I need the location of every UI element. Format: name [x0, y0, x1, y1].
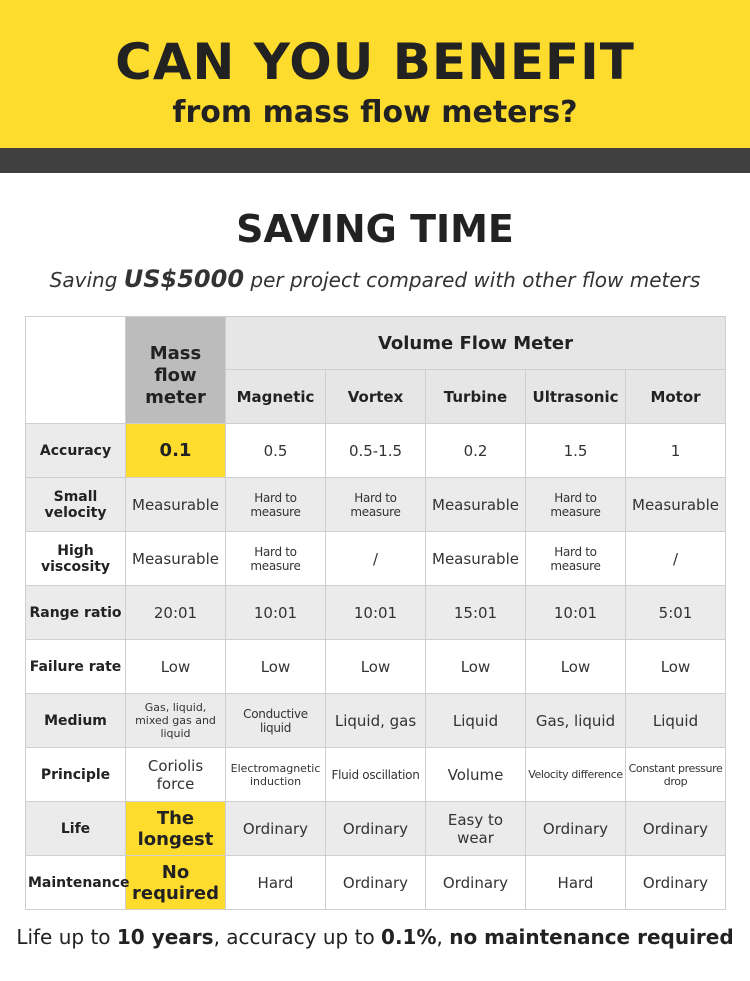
table-row-failure-rate: [26, 640, 726, 694]
table-cell: Liquid: [426, 694, 526, 748]
footer-highlight-accuracy: 0.1%: [381, 925, 437, 949]
footer-text: ,: [436, 925, 450, 949]
table-corner-cell: [26, 317, 126, 424]
table-cell: Constant pressure drop: [626, 748, 726, 802]
table-cell: Hard to measure: [326, 478, 426, 532]
row-label: Life: [26, 802, 126, 856]
table-cell: Low: [426, 640, 526, 694]
column-header-motor: Motor: [626, 370, 726, 424]
subtitle-amount: US$5000: [123, 265, 245, 293]
column-header-vortex: Vortex: [326, 370, 426, 424]
table-cell: Ordinary: [226, 802, 326, 856]
banner-title: CAN YOU BENEFIT: [115, 33, 635, 91]
table-cell: 0.2: [426, 424, 526, 478]
table-cell: Hard to measure: [226, 532, 326, 586]
table-row-principle: [26, 748, 726, 802]
table-cell: Ordinary: [526, 802, 626, 856]
mass-value: 20:01: [126, 586, 226, 640]
table-cell: Low: [326, 640, 426, 694]
table-cell: /: [626, 532, 726, 586]
footer-summary: [0, 922, 750, 952]
table-row-life: [26, 802, 726, 856]
table-cell: Easy to wear: [426, 802, 526, 856]
table-cell: Ordinary: [426, 856, 526, 910]
table-cell: 1: [626, 424, 726, 478]
comparison-table: [25, 316, 726, 910]
column-header-turbine: Turbine: [426, 370, 526, 424]
table-cell: Hard to measure: [226, 478, 326, 532]
divider-strip: [0, 148, 750, 173]
row-label: Principle: [26, 748, 126, 802]
section-subtitle: [0, 264, 750, 295]
row-label: High viscosity: [26, 532, 126, 586]
footer-text: , accuracy up to: [213, 925, 382, 949]
table-cell: Volume: [426, 748, 526, 802]
banner-subtitle: from mass flow meters?: [172, 95, 578, 130]
table-cell: Hard: [526, 856, 626, 910]
table-cell: Low: [626, 640, 726, 694]
table-cell: Fluid oscillation: [326, 748, 426, 802]
table-cell: 5:01: [626, 586, 726, 640]
table-cell: Ordinary: [626, 802, 726, 856]
table-cell: /: [326, 532, 426, 586]
table-cell: 1.5: [526, 424, 626, 478]
table-cell: Liquid, gas: [326, 694, 426, 748]
table-cell: 15:01: [426, 586, 526, 640]
volume-flow-meter-header: Volume Flow Meter: [226, 317, 726, 370]
table-cell: 10:01: [326, 586, 426, 640]
footer-highlight-maintenance: no maintenance required: [449, 925, 734, 949]
mass-value: Coriolis force: [126, 748, 226, 802]
table-row-small-velocity: [26, 478, 726, 532]
mass-flow-meter-header: Mass flow meter: [126, 317, 226, 424]
table-cell: Liquid: [626, 694, 726, 748]
table-cell: Ordinary: [326, 856, 426, 910]
row-label: Accuracy: [26, 424, 126, 478]
table-cell: Conductive liquid: [226, 694, 326, 748]
table-row-maintenance: [26, 856, 726, 910]
table-cell: Measurable: [426, 478, 526, 532]
table-cell: 0.5: [226, 424, 326, 478]
mass-value: Measurable: [126, 532, 226, 586]
footer-highlight-life: 10 years: [116, 925, 214, 949]
footer-text: Life up to: [16, 925, 117, 949]
row-label: Range ratio: [26, 586, 126, 640]
mass-value-highlight: The longest: [126, 802, 226, 856]
row-label: Small velocity: [26, 478, 126, 532]
table-row-accuracy: [26, 424, 726, 478]
section-title: SAVING TIME: [236, 207, 514, 251]
table-row-medium: [26, 694, 726, 748]
subtitle-text-pre: Saving: [49, 268, 124, 292]
table-cell: Low: [226, 640, 326, 694]
table-cell: Velocity difference: [526, 748, 626, 802]
table-cell: Low: [526, 640, 626, 694]
table-cell: Ordinary: [626, 856, 726, 910]
column-header-ultrasonic: Ultrasonic: [526, 370, 626, 424]
table-cell: Gas, liquid: [526, 694, 626, 748]
table-cell: Ordinary: [326, 802, 426, 856]
row-label: Maintenance: [26, 856, 126, 910]
mass-value-highlight: 0.1: [126, 424, 226, 478]
table-cell: Hard: [226, 856, 326, 910]
table-row-range-ratio: [26, 586, 726, 640]
table-cell: Hard to measure: [526, 532, 626, 586]
header-banner: [0, 0, 750, 148]
mass-value: Low: [126, 640, 226, 694]
table-cell: Electromagnetic induction: [226, 748, 326, 802]
subtitle-text-post: per project compared with other flow meters: [244, 268, 701, 292]
table-cell: Measurable: [426, 532, 526, 586]
table-cell: Hard to measure: [526, 478, 626, 532]
table-cell: 10:01: [226, 586, 326, 640]
row-label: Failure rate: [26, 640, 126, 694]
column-header-magnetic: Magnetic: [226, 370, 326, 424]
row-label: Medium: [26, 694, 126, 748]
table-cell: 10:01: [526, 586, 626, 640]
table-row-high-viscosity: [26, 532, 726, 586]
mass-value: Gas, liquid, mixed gas and liquid: [126, 694, 226, 748]
mass-value: Measurable: [126, 478, 226, 532]
table-cell: 0.5-1.5: [326, 424, 426, 478]
mass-value-highlight: No required: [126, 856, 226, 910]
table-cell: Measurable: [626, 478, 726, 532]
